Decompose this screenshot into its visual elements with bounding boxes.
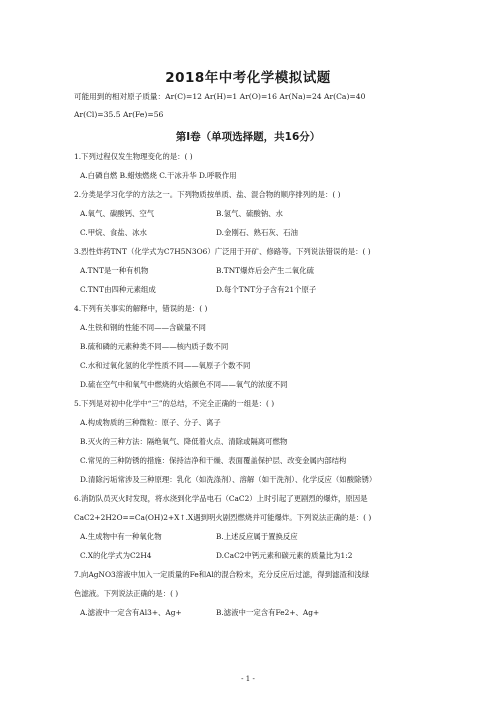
page-title: 2018年中考化学模拟试题 xyxy=(165,70,331,86)
question-2-stem: 2.分类是学习化学的方法之一。下列物质按单质、盐、混合物的顺序排列的是：( ) xyxy=(74,190,341,199)
question-4-option-d: D.硫在空气中和氧气中燃烧的火焰颜色不同——氧气的浓度不同 xyxy=(80,380,288,389)
question-6-stem-line-2: CaC2+2H2O==Ca(OH)2+X↑.X遇到明火剧烈燃烧并可能爆炸。下列说法正确的是：( ) xyxy=(74,513,372,522)
question-7-option-a: A.滤液中一定含有Al3+、Ag+ xyxy=(80,608,182,617)
section-title: 第Ⅰ卷（单项选择题，共16分） xyxy=(175,131,321,143)
question-1-options: A.白磷自燃 B.蜡烛燃烧 C.干冰升华 D.呼吸作用 xyxy=(80,171,237,180)
question-4-option-c: C.水和过氧化氢的化学性质不同——氧原子个数不同 xyxy=(80,361,251,370)
atomic-mass-line-2: Ar(Cl)=35.5 Ar(Fe)=56 xyxy=(74,110,164,119)
question-3-option-d: D.每个TNT分子含有21个原子 xyxy=(216,285,317,294)
question-3-option-b: B.TNT爆炸后会产生二氧化硫 xyxy=(216,266,315,275)
question-2-option-c: C.甲烷、食盐、冰水 xyxy=(80,228,147,237)
question-3-option-a: A.TNT是一种有机物 xyxy=(80,266,149,275)
question-4-option-b: B.硫和磷的元素种类不同——核内质子数不同 xyxy=(80,342,229,351)
question-4-stem: 4.下列有关事实的解释中，错误的是：( ) xyxy=(74,304,208,313)
question-5-stem: 5.下列是对初中化学中“三”的总结，不完全正确的一组是：( ) xyxy=(74,399,275,408)
question-5-option-b: B.灭火的三种方法：隔绝氧气、降低着火点、清除或隔离可燃物 xyxy=(80,437,288,446)
question-5-option-a: A.构成物质的三种微粒：原子、分子、离子 xyxy=(80,418,221,427)
question-6-stem-line-1: 6.消防队员灭火时发现，将水浇到化学品电石（CaC2）上时引起了更剧烈的爆炸，原因是 xyxy=(74,494,368,503)
question-6-option-d: D.CaC2中钙元素和碳元素的质量比为1:2 xyxy=(216,551,353,560)
question-5-option-c: C.常见的三种防锈的措施：保持洁净和干燥、表面覆盖保护层、改变金属内部结构 xyxy=(80,456,347,465)
question-7-stem-line-1: 7.向AgNO3溶液中加入一定质量的Fe和Al的混合粉末，充分反应后过滤，得到滤渣和浅绿 xyxy=(74,570,370,579)
question-3-option-c: C.TNT由四种元素组成 xyxy=(80,285,156,294)
question-6-option-a: A.生成物中有一种氧化物 xyxy=(80,532,162,541)
question-4-option-a: A.生铁和钢的性能不同——含碳量不同 xyxy=(80,323,206,332)
question-7-option-b: B.滤液中一定含有Fe2+、Ag+ xyxy=(216,608,320,617)
question-5-option-d: D.清除污垢常涉及三种原理：乳化（如洗涤剂）、溶解（如干洗剂）、化学反应（如酸除锈） xyxy=(80,475,377,484)
question-2-option-a: A.氧气、碳酸钙、空气 xyxy=(80,209,155,218)
question-6-option-b: B.上述反应属于置换反应 xyxy=(216,532,298,541)
question-6-option-c: C.X的化学式为C2H4 xyxy=(80,551,152,560)
atomic-mass-line-1: 可能用到的相对原子质量：Ar(C)=12 Ar(H)=1 Ar(O)=16 Ar(Na)=24 Ar(Ca)=40 xyxy=(74,92,366,101)
question-7-stem-line-2: 色滤液。下列说法正确的是：( ) xyxy=(74,589,179,598)
question-3-stem: 3.烈性炸药TNT（化学式为C7H5N3O6）广泛用于开矿、修路等。下列说法错误的是：( ) xyxy=(74,247,371,256)
question-2-option-d: D.金刚石、熟石灰、石油 xyxy=(216,228,298,237)
question-2-option-b: B.氢气、硫酸钠、水 xyxy=(216,209,283,218)
page-number: - 1 - xyxy=(241,675,255,683)
question-1-stem: 1.下列过程仅发生物理变化的是：( ) xyxy=(74,152,193,161)
